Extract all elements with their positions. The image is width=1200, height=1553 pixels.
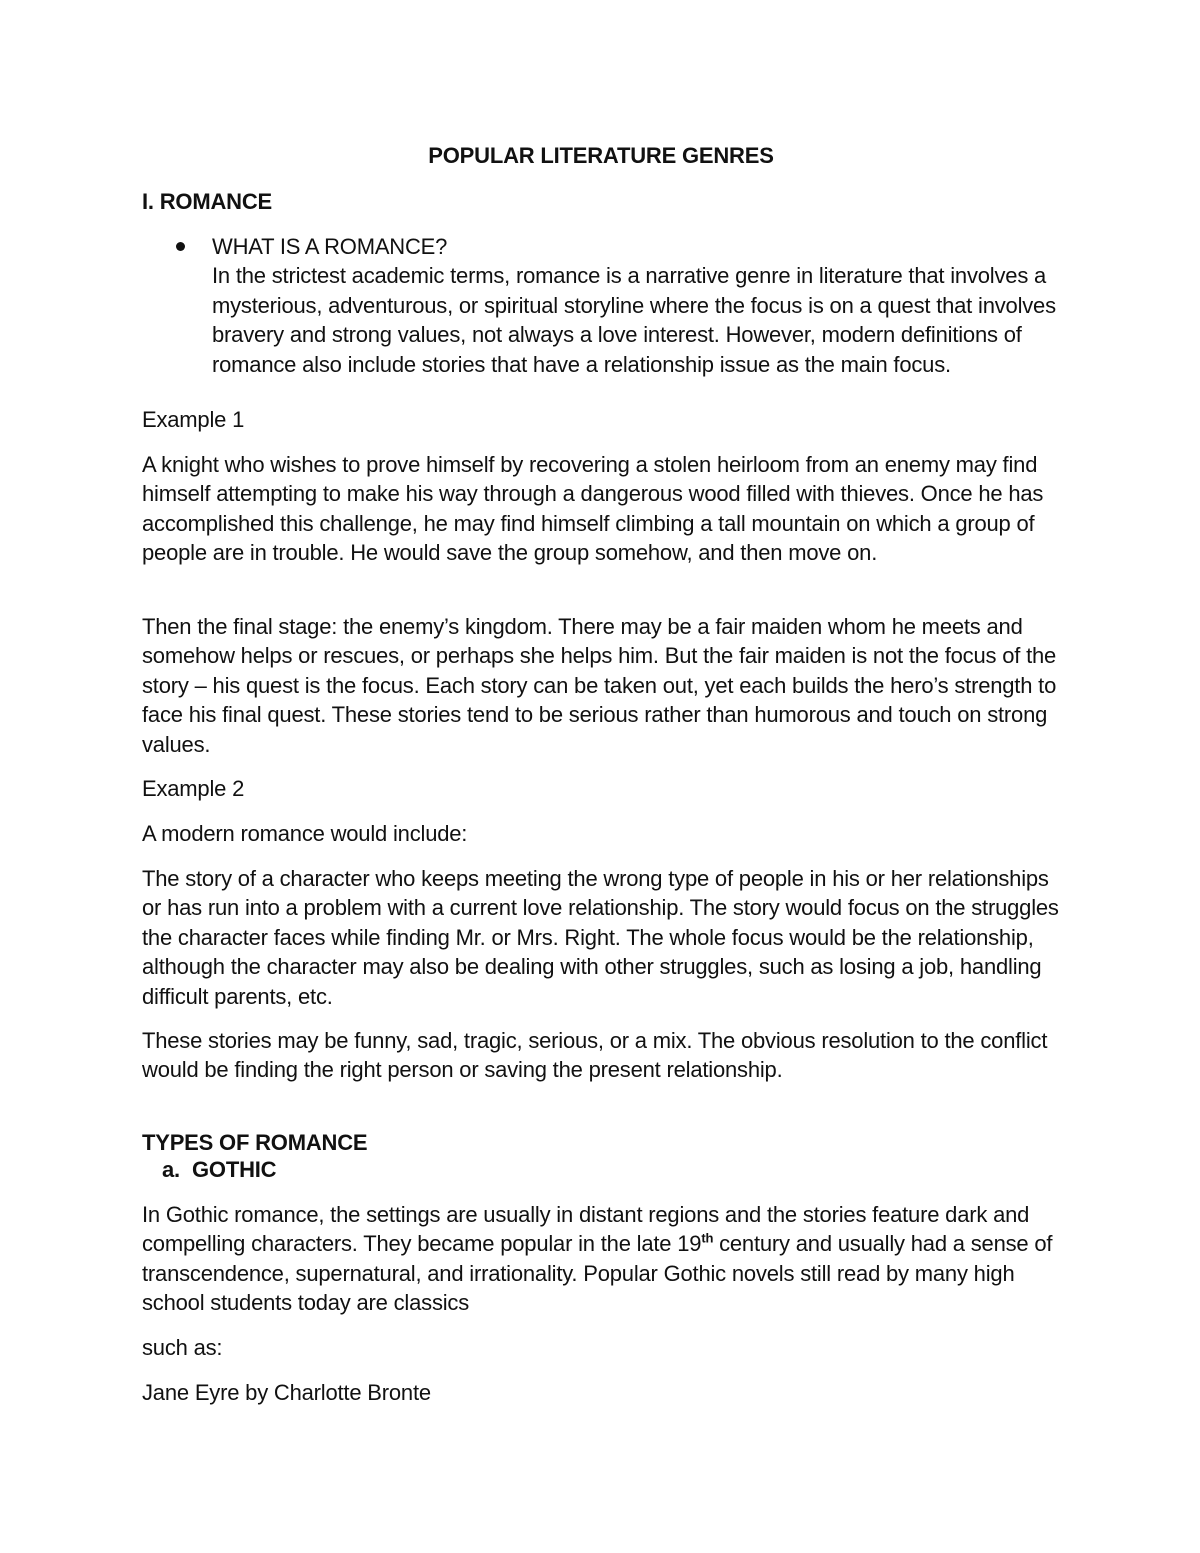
example-2-intro: A modern romance would include: (142, 821, 468, 846)
gothic-heading (162, 1157, 276, 1183)
example-2-paragraph-2: These stories may be funny, sad, tragic, serious, or a mix. The obvious resolution to the conflict would be finding the right person or saving the present relationship. (142, 1028, 1048, 1083)
such-as-line: such as: (142, 1335, 223, 1360)
list-marker: a. (162, 1157, 180, 1182)
document-title: POPULAR LITERATURE GENRES (428, 143, 774, 168)
ordinal-superscript: th (701, 1231, 714, 1247)
example-2-paragraph-1: The story of a character who keeps meeting the wrong type of people in his or her relationships or has run into a problem with a current love relationship. The story would focus on the struggles the character faces while finding Mr. or Mrs. Right. The whole focus would be the relationship, although the character may also be dealing with other struggles, such as losing a job, handling difficult parents, etc. (142, 866, 1059, 1009)
example-2-label: Example 2 (142, 776, 245, 801)
example-1-paragraph-2: Then the final stage: the enemy’s kingdom. There may be a fair maiden whom he meets and somehow helps or rescues, or perhaps she helps him. But the fair maiden is not the focus of the story – his quest is the focus. Each story can be taken out, yet each builds the hero’s strength to face his final quest. These stories tend to be serious rather than humorous and touch on strong values. (142, 614, 1057, 757)
gothic-heading-text: GOTHIC (192, 1157, 277, 1182)
gothic-text-part-2: century and usually had a sense of transcendence, supernatural, and irrationality. Popular Gothic novels still read by many high school students today are classics (142, 1231, 1053, 1316)
types-of-romance-heading: TYPES OF ROMANCE (142, 1130, 368, 1155)
example-1-paragraph-1: A knight who wishes to prove himself by recovering a stolen heirloom from an enemy may find himself attempting to make his way through a dangerous wood filled with thieves. Once he has accomplished this challenge, he may find himself climbing a tall mountain on which a group of people are in trouble. He would save the group somehow, and then move on. (142, 452, 1044, 566)
bullet-icon (176, 242, 185, 251)
example-1-label: Example 1 (142, 407, 245, 432)
bullet-item-what-is-romance (212, 232, 1072, 379)
gothic-paragraph (142, 1200, 1062, 1318)
bullet-body: In the strictest academic terms, romance is a narrative genre in literature that involves a mysterious, adventurous, or spiritual storyline where the focus is on a quest that involves bravery and strong values, not always a love interest. However, modern definitions of romance also include stories that have a relationship issue as the main focus. (212, 263, 1056, 377)
example-book-title: Jane Eyre by Charlotte Bronte (142, 1380, 431, 1405)
bullet-question: WHAT IS A ROMANCE? (212, 234, 448, 259)
gothic-text-part-1: In Gothic romance, the settings are usually in distant regions and the stories feature dark and compelling characters. They became popular in the late 19 (142, 1202, 1030, 1257)
section-heading-romance: I. ROMANCE (142, 189, 273, 214)
